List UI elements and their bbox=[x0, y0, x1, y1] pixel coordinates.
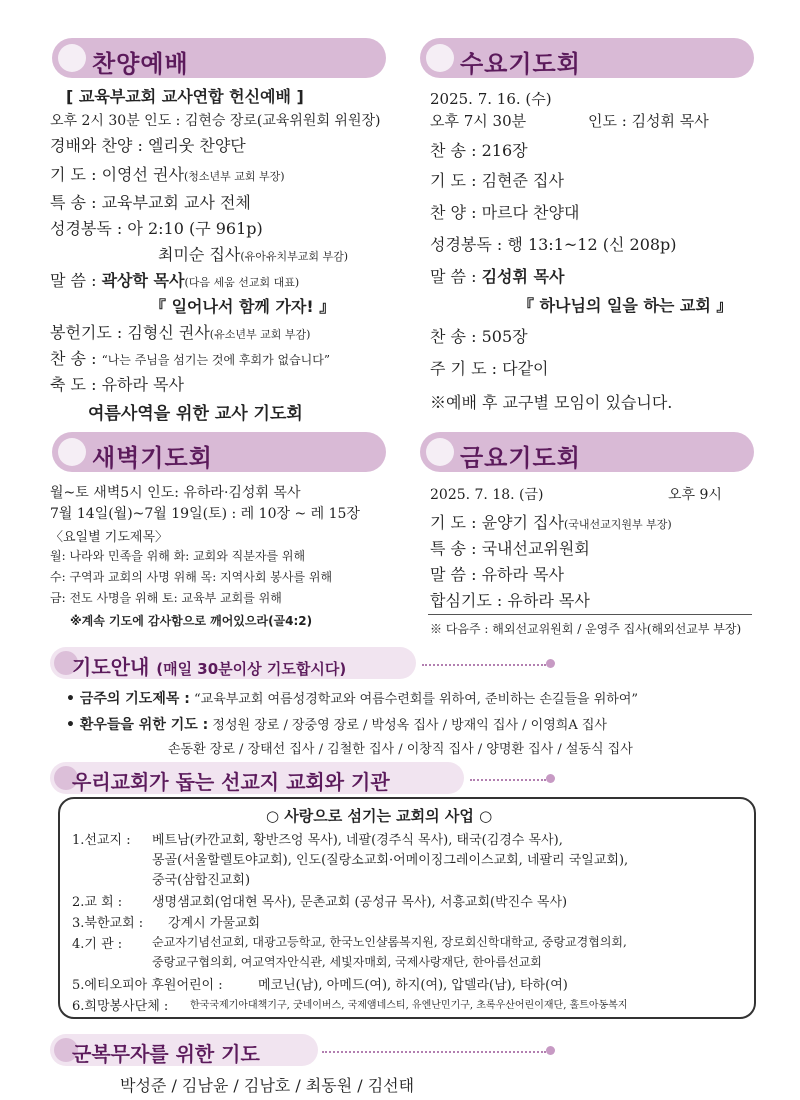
header-dot bbox=[426, 438, 454, 466]
header-dot bbox=[58, 438, 86, 466]
row-label: 찬 송 : bbox=[430, 327, 477, 346]
row-value: 유하라 목사 bbox=[507, 591, 590, 610]
bless-label: 축 도 : bbox=[50, 375, 97, 394]
prayer-value: 윤양기 집사 bbox=[481, 513, 564, 532]
guide-header bbox=[50, 647, 416, 679]
row-value: 마르다 찬양대 bbox=[481, 203, 580, 222]
row-value: 505장 bbox=[481, 327, 528, 346]
friday-row bbox=[430, 588, 590, 611]
worship-praise bbox=[50, 133, 246, 156]
row-label: 찬 양 : bbox=[430, 203, 477, 222]
reading-value: 아 2:10 (구 961p) bbox=[127, 219, 263, 238]
guide-item2-line2: 손동환 장로 / 장태선 집사 / 김철한 집사 / 이창직 집사 / 양명환 집사 / 설동식 집사 bbox=[168, 742, 633, 757]
wednesday-row bbox=[430, 200, 579, 223]
friday-prayer bbox=[430, 510, 672, 533]
worship-sermon-title: 『 일어나서 함께 가자! 』 bbox=[150, 297, 336, 316]
prisoners-dotted-line bbox=[322, 1051, 546, 1053]
wednesday-header bbox=[420, 38, 754, 78]
guide-item1-value: “교육부교회 여름성경학교와 여름수련회를 위하여, 준비하는 손길들을 위하여” bbox=[193, 692, 639, 707]
row-label: 특 송 : bbox=[430, 539, 477, 558]
row-value: 김현준 집사 bbox=[481, 171, 564, 190]
guide-title bbox=[72, 651, 346, 680]
row-label: 찬 송 : bbox=[430, 141, 477, 160]
bless-value: 유하라 목사 bbox=[101, 375, 184, 394]
row-value: 다같이 bbox=[502, 359, 549, 378]
guide-subtitle: (매일 30분이상 기도합시다) bbox=[156, 660, 347, 678]
friday-time: 오후 9시 bbox=[668, 487, 722, 503]
row-label: 기 도 : bbox=[430, 171, 477, 190]
mission-row-line: 생명샘교회(엄대현 목사), 문촌교회 (공성규 목사), 서흥교회(박진수 목사) bbox=[152, 895, 568, 910]
wednesday-row bbox=[430, 324, 528, 347]
prisoners-names: 박성준 / 김남윤 / 김남호 / 최동원 / 김선태 bbox=[120, 1076, 415, 1095]
worship-offering bbox=[50, 320, 310, 343]
friday-next: ※ 다음주 : 해외선교위원회 / 운영주 집사(해외선교부 부장) bbox=[430, 622, 742, 636]
mission-row-label: 4.기 관 : bbox=[72, 937, 123, 952]
row-value: 행 13:1~12 (신 208p) bbox=[507, 235, 677, 254]
wednesday-row bbox=[430, 356, 549, 379]
dawn-topic: 월: 나라와 민족을 위해 화: 교회와 직분자를 위해 bbox=[50, 549, 306, 563]
dawn-verse: ※계속 기도에 감사함으로 깨어있으라(골4:2) bbox=[70, 614, 313, 628]
special-value: 교육부교회 교사 전체 bbox=[101, 193, 251, 212]
guide-title-text: 기도안내 bbox=[72, 655, 150, 679]
dawn-topic: 수: 구역과 교회의 사명 위해 목: 지역사회 봉사를 위해 bbox=[50, 570, 333, 584]
guide-item1-label: • 금주의 기도제목 : bbox=[66, 691, 190, 707]
missions-box bbox=[58, 797, 756, 1019]
worship-event: [ 교육부교회 교사연합 헌신예배 ] bbox=[66, 87, 304, 106]
dawn-topic: 금: 전도 사명을 위해 토: 교육부 교회를 위해 bbox=[50, 591, 282, 605]
mission-row-line: 순교자기념선교회, 대광고등학교, 한국노인샬롬복지원, 장로회신학대학교, 중랑교경협의회, bbox=[152, 935, 627, 949]
missions-box-title: ○ 사랑으로 섬기는 교회의 사업 ○ bbox=[266, 807, 493, 825]
praise-label: 경배와 찬양 : bbox=[50, 136, 143, 155]
worship-sermon bbox=[50, 268, 299, 291]
row-value: 유하라 목사 bbox=[481, 565, 564, 584]
friday-row bbox=[430, 562, 564, 585]
row-value: 국내선교위원회 bbox=[481, 539, 590, 558]
wednesday-time: 오후 7시 30분 bbox=[430, 112, 527, 130]
mission-row-label: 2.교 회 : bbox=[72, 895, 123, 910]
worship-header bbox=[52, 38, 386, 78]
worship-title: 찬양예배 bbox=[92, 50, 189, 78]
wednesday-row bbox=[430, 138, 528, 161]
worship-reading bbox=[50, 216, 263, 239]
mission-row-line: 강계시 가물교회 bbox=[168, 916, 261, 931]
dawn-title: 새벽기도회 bbox=[92, 444, 213, 472]
missions-title: 우리교회가 돕는 선교지 교회와 기관 bbox=[72, 770, 390, 794]
wednesday-sermon-title: 『 하나님의 일을 하는 교회 』 bbox=[518, 296, 733, 315]
friday-row bbox=[430, 536, 590, 559]
praise-value: 엘리웃 찬양단 bbox=[147, 136, 246, 155]
friday-header bbox=[420, 432, 754, 472]
wednesday-date: 2025. 7. 16. (수) bbox=[430, 90, 552, 108]
mission-row-label: 6.희망봉사단체 : bbox=[72, 999, 169, 1014]
missions-end-dot bbox=[546, 774, 555, 783]
worship-time: 오후 2시 30분 인도 : 김현승 장로(교육위원회 위원장) bbox=[50, 113, 381, 129]
prayer-note: (청소년부 교회 부장) bbox=[183, 170, 285, 183]
wednesday-title: 수요기도회 bbox=[460, 50, 581, 78]
sermon-note: (다음 세움 선교회 대표) bbox=[184, 276, 300, 289]
row-value: 216장 bbox=[481, 141, 528, 160]
wednesday-leader: 인도 : 김성휘 목사 bbox=[588, 112, 709, 130]
sermon-label: 말 씀 : bbox=[430, 267, 477, 286]
special-label: 특 송 : bbox=[50, 193, 97, 212]
wednesday-notice: ※예배 후 교구별 모임이 있습니다. bbox=[430, 393, 673, 412]
wednesday-row bbox=[430, 168, 564, 191]
worship-bless bbox=[50, 372, 184, 395]
wednesday-sermon bbox=[430, 264, 564, 287]
guide-item2-line1: 정성원 장로 / 장중영 장로 / 박성옥 집사 / 방재익 집사 / 이영희A 집사 bbox=[212, 718, 607, 733]
header-dot bbox=[426, 44, 454, 72]
sermon-value: 곽상학 목사 bbox=[101, 271, 185, 290]
worship-closing: 여름사역을 위한 교사 기도회 bbox=[88, 404, 303, 424]
guide-item2-label: • 환우들을 위한 기도 : bbox=[66, 717, 209, 733]
prayer-label: 기 도 : bbox=[430, 513, 477, 532]
prayer-label: 기 도 : bbox=[50, 165, 97, 184]
prisoners-header bbox=[50, 1034, 318, 1066]
prisoners-end-dot bbox=[546, 1046, 555, 1055]
worship-prayer bbox=[50, 162, 285, 185]
sermon-label: 말 씀 : bbox=[50, 271, 97, 290]
prayer-note: (국내선교지원부 부장) bbox=[563, 518, 672, 531]
mission-row-line: 메코닌(남), 아메드(여), 하지(여), 압델라(남), 타하(여) bbox=[258, 978, 568, 993]
mission-row-label: 3.북한교회 : bbox=[72, 916, 144, 931]
dawn-line1: 월~토 새벽5시 인도: 유하라·김성휘 목사 bbox=[50, 485, 301, 501]
dawn-line2: 7월 14일(월)~7월 19일(토) : 레 10장 ~ 레 15장 bbox=[50, 506, 360, 522]
mission-row-line: 중국(삼합진교회) bbox=[152, 873, 251, 888]
offering-label: 봉헌기도 : bbox=[50, 323, 123, 342]
hymn-value: “나는 주님을 섬기는 것에 후회가 없습니다” bbox=[101, 353, 330, 367]
reading2-note: (유아유치부교회 부감) bbox=[240, 250, 349, 263]
prayer-value: 이영선 권사 bbox=[101, 165, 184, 184]
row-label: 성경봉독 : bbox=[430, 235, 503, 254]
worship-hymn bbox=[50, 346, 330, 369]
reading-label: 성경봉독 : bbox=[50, 219, 123, 238]
missions-header bbox=[50, 762, 464, 794]
offering-note: (유소년부 교회 부감) bbox=[209, 328, 311, 341]
mission-row-label: 5.에티오피아 후원어린이 : bbox=[72, 978, 223, 993]
header-dot bbox=[58, 44, 86, 72]
sermon-value: 김성휘 목사 bbox=[481, 267, 565, 286]
friday-divider bbox=[428, 614, 752, 615]
offering-value: 김형신 권사 bbox=[127, 323, 210, 342]
guide-item1 bbox=[66, 688, 638, 708]
wednesday-row bbox=[430, 232, 677, 255]
row-label: 주 기 도 : bbox=[430, 359, 498, 378]
hymn-label: 찬 송 : bbox=[50, 349, 97, 368]
dawn-topics-header: 〈요일별 기도제목〉 bbox=[50, 530, 169, 545]
mission-row-line: 중랑교구협의회, 여교역자안식관, 세빛자매회, 국제사랑재단, 한아름선교회 bbox=[152, 955, 542, 969]
friday-title: 금요기도회 bbox=[460, 444, 581, 472]
worship-reading2 bbox=[158, 242, 348, 265]
reading2-value: 최미순 집사 bbox=[158, 245, 241, 264]
mission-row-line: 몽골(서울할렐토야교회), 인도(질랑소교회·어메이징그레이스교회, 네팔리 국일교회), bbox=[152, 853, 629, 868]
guide-item2 bbox=[66, 714, 607, 734]
mission-row-line: 베트남(카깐교회, 황반즈엉 목사), 네팔(경주식 목사), 태국(김경수 목사), bbox=[152, 833, 563, 848]
row-label: 말 씀 : bbox=[430, 565, 477, 584]
missions-dotted-line bbox=[470, 779, 546, 781]
guide-dotted-line bbox=[422, 664, 546, 666]
mission-row-line: 한국국제기아대책기구, 굿네이버스, 국제앰네스티, 유엔난민기구, 초록우산어린이재단, 홀트아동복지 bbox=[190, 1000, 628, 1011]
prisoners-title: 군복무자를 위한 기도 bbox=[72, 1042, 260, 1066]
mission-row-label: 1.선교지 : bbox=[72, 833, 131, 848]
friday-date: 2025. 7. 18. (금) bbox=[430, 487, 544, 503]
dawn-header bbox=[52, 432, 386, 472]
worship-special bbox=[50, 190, 251, 213]
row-label: 합심기도 : bbox=[430, 591, 503, 610]
guide-end-dot bbox=[546, 659, 555, 668]
